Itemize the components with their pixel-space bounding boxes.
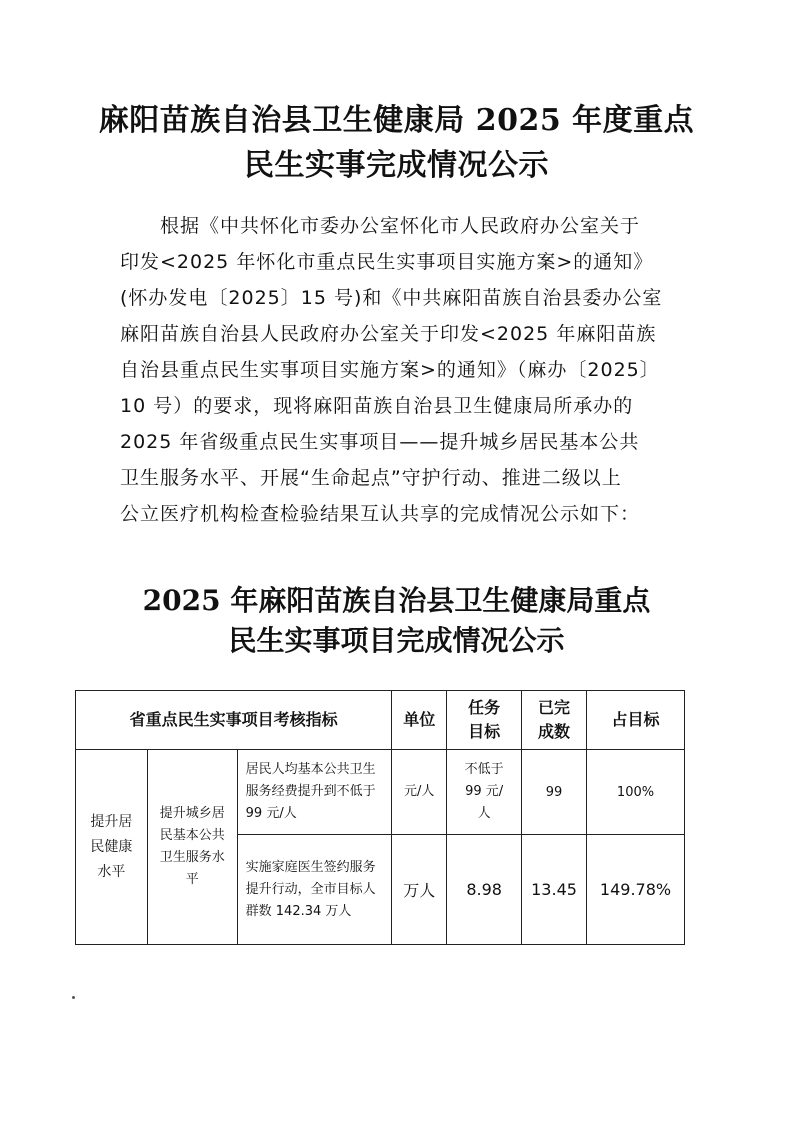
results-table: [75, 690, 685, 945]
subcategory-cell: 提升城乡居民基本公共卫生服务水平: [147, 750, 237, 945]
header-percent: 占目标: [587, 691, 685, 750]
indicator-cell: 实施家庭医生签约服务提升行动，全市目标人群数 142.34 万人: [237, 835, 392, 945]
table-row: [76, 750, 685, 835]
header-unit: 单位: [392, 691, 447, 750]
body-paragraph-line: 卫生服务水平、开展“生命起点”守护行动、推进二级以上: [120, 467, 622, 489]
table-title-line-2: 民生实事项目完成情况公示: [228, 624, 565, 657]
header-indicator: 省重点民生实事项目考核指标: [76, 691, 392, 750]
unit-cell: 万人: [392, 835, 447, 945]
body-paragraph-line: 自治县重点民生实事项目实施方案>的通知》（麻办〔2025〕: [120, 359, 660, 381]
body-paragraph-line: 公立医疗机构检查检验结果互认共享的完成情况公示如下：: [120, 503, 641, 525]
unit-cell: 元/人: [392, 750, 447, 835]
category-cell: 提升居民健康水平: [76, 750, 148, 945]
body-paragraph-line: 印发<2025 年怀化市重点民生实事项目实施方案>的通知》: [120, 251, 654, 273]
body-paragraph-line: 根据《中共怀化市委办公室怀化市人民政府办公室关于: [160, 215, 641, 237]
document-title-line-2: 民生实事完成情况公示: [244, 148, 549, 183]
table-title-line-1: 2025 年麻阳苗族自治县卫生健康局重点: [142, 584, 651, 617]
document-title-line-1: 麻阳苗族自治县卫生健康局 2025 年度重点: [98, 103, 695, 138]
completed-cell: 99: [522, 750, 587, 835]
header-target: 任务目标: [447, 691, 522, 750]
indicator-cell: 居民人均基本公共卫生服务经费提升到不低于 99 元/人: [237, 750, 392, 835]
target-cell: 8.98: [447, 835, 522, 945]
percent-cell: 149.78%: [587, 835, 685, 945]
header-completed: 已完成数: [522, 691, 587, 750]
body-paragraph-line: 10 号）的要求，现将麻阳苗族自治县卫生健康局所承办的: [120, 395, 634, 417]
body-paragraph-line: 2025 年省级重点民生实事项目——提升城乡居民基本公共: [120, 431, 640, 453]
completed-cell: 13.45: [522, 835, 587, 945]
scan-speck: [72, 996, 75, 999]
table-header-row: [76, 691, 685, 750]
target-cell: 不低于 99 元/人: [447, 750, 522, 835]
percent-cell: 100%: [587, 750, 685, 835]
body-paragraph-line: (怀办发电〔2025〕15 号)和《中共麻阳苗族自治县委办公室: [120, 287, 663, 309]
body-paragraph-line: 麻阳苗族自治县人民政府办公室关于印发<2025 年麻阳苗族: [120, 323, 657, 345]
